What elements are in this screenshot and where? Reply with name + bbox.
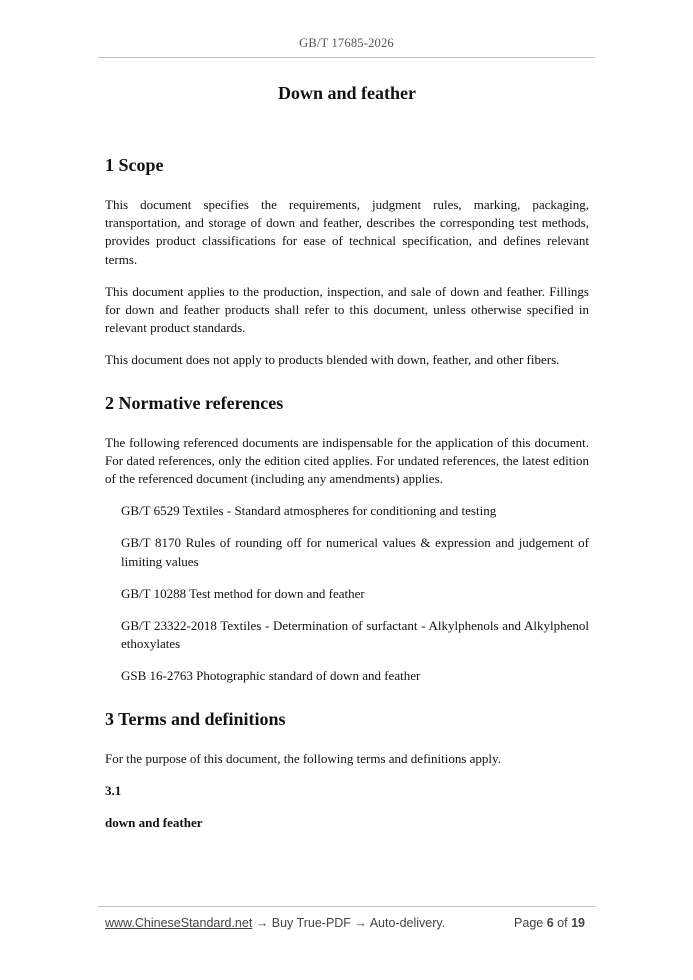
terms-intro: For the purpose of this document, the following terms and definitions apply.: [105, 750, 501, 766]
footer-divider: [98, 906, 595, 907]
website-link[interactable]: www.ChineseStandard.net: [105, 916, 253, 930]
footer-promo: → Buy True-PDF → Auto-delivery.: [252, 916, 446, 930]
section-heading-terms: 3 Terms and definitions: [105, 708, 286, 729]
scope-paragraph-1: This document specifies the requirements, judgment rules, marking, packaging, transportation, and storage of down and feather, describes the corresponding test methods, provides product classifications for ease of technical specification, and defines relevant terms.: [105, 197, 589, 267]
reference-item: GB/T 8170 Rules of rounding off for numerical values & expression and judgement of limiting values: [121, 535, 589, 569]
page-indicator: [514, 916, 585, 930]
document-body: [105, 80, 589, 832]
reference-item: GB/T 6529 Textiles - Standard atmospheres for conditioning and testing: [121, 503, 497, 519]
scope-paragraph-2: This document applies to the production, inspection, and sale of down and feather. Fillings for down and feather products shall refer to this document, unless otherwise specified in relevant product standards.: [105, 283, 589, 336]
term-name: down and feather: [105, 814, 203, 830]
reference-item: GSB 16-2763 Photographic standard of down and feather: [121, 668, 421, 684]
page-of: of: [557, 916, 568, 930]
document-title: Down and feather: [278, 83, 416, 103]
term-number: 3.1: [105, 782, 122, 798]
page-total: 19: [571, 916, 585, 930]
scope-paragraph-3: This document does not apply to products blended with down, feather, and other fibers.: [105, 352, 560, 368]
section-heading-scope: 1 Scope: [105, 155, 164, 175]
page-header: [0, 36, 693, 51]
header-divider: [98, 57, 595, 58]
page-footer: [105, 916, 585, 930]
normative-intro: The following referenced documents are indispensable for the application of this document. For dated references, only the edition cited applies. For undated references, the latest edition of the referenced document (including any amendments) applies.: [105, 434, 589, 487]
section-heading-normative-references: 2 Normative references: [105, 392, 284, 413]
page-label: Page: [514, 916, 544, 930]
standard-code: GB/T 17685-2026: [299, 36, 394, 50]
reference-item: GB/T 10288 Test method for down and feather: [121, 585, 365, 601]
page-current: 6: [546, 916, 554, 930]
reference-item: GB/T 23322-2018 Textiles - Determination of surfactant - Alkylphenols and Alkylphenol ethoxylates: [121, 618, 589, 652]
